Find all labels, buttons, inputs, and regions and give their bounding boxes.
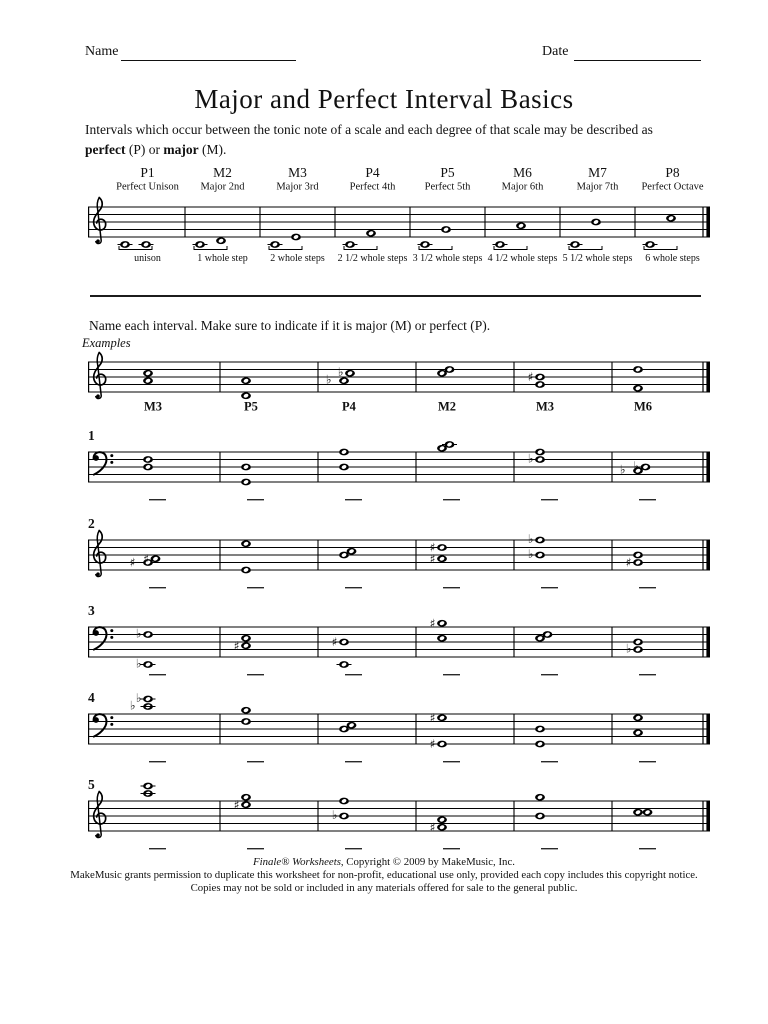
- staff-svg: [0, 759, 768, 864]
- whole-note: [241, 540, 251, 547]
- intro-paragraph: Intervals which occur between the tonic note of a scale and each degree of that scale may be described as perfect (P) or major (M).: [85, 122, 653, 157]
- whole-note: [441, 226, 451, 233]
- footer-product-name: Finale® Worksheets: [253, 856, 341, 868]
- whole-note: [445, 366, 455, 373]
- accidental-flat: ♭: [527, 451, 534, 466]
- accidental-sharp: ♯: [233, 797, 240, 812]
- interval-abbr-label: P4: [365, 165, 380, 180]
- interval-name-label: Major 2nd: [200, 181, 245, 193]
- instructions-text: Name each interval. Make sure to indicate if it is major (M) or perfect (P).: [89, 318, 491, 333]
- whole-note: [535, 449, 545, 456]
- interval-abbr-label: P8: [665, 165, 680, 180]
- whole-note: [437, 714, 447, 721]
- accidental-flat: ♭: [527, 546, 534, 561]
- whole-note: [641, 464, 651, 471]
- whole-note: [495, 241, 505, 248]
- accidental-sharp: ♯: [429, 616, 436, 631]
- interval-name-label: Major 6th: [501, 181, 544, 193]
- whole-note: [345, 241, 355, 248]
- whole-steps-label: 3 1/2 whole steps: [412, 253, 483, 264]
- whole-note: [339, 798, 349, 805]
- interval-abbr-label: M7: [588, 165, 607, 180]
- whole-note: [151, 555, 161, 562]
- bass-clef-icon: [93, 627, 113, 649]
- whole-note: [143, 696, 153, 703]
- example-answer-label: P4: [342, 399, 356, 414]
- whole-note: [437, 741, 447, 748]
- whole-note: [666, 215, 676, 222]
- interval-name-label: Perfect 4th: [349, 181, 396, 193]
- whole-note: [143, 464, 153, 471]
- whole-note: [437, 635, 447, 642]
- accidental-sharp: ♯: [429, 710, 436, 725]
- accidental-sharp: ♯: [625, 555, 632, 570]
- accidental-sharp: ♯: [429, 551, 436, 566]
- whole-note: [216, 237, 226, 244]
- accidental-flat: ♭: [625, 641, 632, 656]
- footer-copyright-line: Finale® Worksheets, Copyright © 2009 by MakeMusic, Inc.: [253, 856, 515, 868]
- whole-note: [241, 567, 251, 574]
- date-label: Date: [542, 44, 569, 59]
- accidental-sharp: ♯: [429, 820, 436, 835]
- interval-abbr-label: P1: [140, 165, 155, 180]
- whole-note: [516, 222, 526, 229]
- example-answer-label: M2: [437, 399, 457, 414]
- answer-blank-line: [149, 848, 166, 849]
- example-answer-label: M6: [633, 399, 653, 414]
- whole-note: [241, 635, 251, 642]
- whole-note: [633, 646, 643, 653]
- whole-note: [437, 544, 447, 551]
- date-blank-line: [574, 60, 701, 61]
- whole-steps-label: 5 1/2 whole steps: [562, 253, 633, 264]
- whole-note: [339, 464, 349, 471]
- whole-steps-label: unison: [134, 253, 161, 264]
- example-answer-label: M3: [535, 399, 555, 414]
- accidental-flat: ♭: [331, 807, 338, 822]
- exercise-number: 1: [88, 428, 95, 443]
- whole-steps-label: 6 whole steps: [645, 253, 700, 264]
- page-title: Major and Perfect Interval Basics: [194, 84, 574, 114]
- whole-note: [241, 794, 251, 801]
- whole-note: [339, 449, 349, 456]
- interval-name-label: Perfect Octave: [641, 181, 704, 193]
- whole-note: [633, 809, 643, 816]
- name-label: Name: [85, 44, 119, 59]
- whole-note: [143, 370, 153, 377]
- interval-name-label: Major 7th: [576, 181, 619, 193]
- answer-blank-line: [639, 848, 656, 849]
- whole-note: [543, 631, 553, 638]
- accidental-flat: ♭: [619, 462, 626, 477]
- footer-permission-line: MakeMusic grants permission to duplicate this worksheet for non-profit, educational use only, provided each copy includes this copyright notice.: [70, 869, 698, 881]
- whole-note: [633, 714, 643, 721]
- whole-note: [437, 824, 447, 831]
- whole-note: [143, 377, 153, 384]
- footer-restriction-line: Copies may not be sold or included in any materials offered for sale to the general public.: [190, 882, 578, 894]
- whole-note: [141, 241, 151, 248]
- whole-note: [347, 722, 357, 729]
- bass-clef-icon: [93, 452, 113, 474]
- accidental-flat: ♭: [527, 531, 534, 546]
- whole-note: [437, 555, 447, 562]
- whole-note: [633, 559, 643, 566]
- answer-blank-line: [443, 848, 460, 849]
- whole-note: [195, 241, 205, 248]
- whole-note: [535, 552, 545, 559]
- accidental-sharp: ♯: [429, 737, 436, 751]
- interval-chart-staff: [0, 150, 768, 272]
- staff-svg: [0, 150, 768, 272]
- interval-name-label: Major 3rd: [276, 181, 319, 193]
- answer-blank-line: [247, 848, 264, 849]
- whole-note: [437, 620, 447, 627]
- whole-note: [535, 381, 545, 388]
- whole-note: [143, 456, 153, 463]
- whole-note: [633, 729, 643, 736]
- whole-note: [241, 707, 251, 714]
- whole-note: [420, 241, 430, 248]
- whole-note: [143, 783, 153, 790]
- whole-note: [437, 816, 447, 823]
- accidental-flat: ♭: [135, 626, 142, 641]
- whole-note: [535, 741, 545, 748]
- whole-note: [445, 441, 455, 448]
- interval-abbr-label: M3: [288, 165, 307, 180]
- whole-note: [591, 219, 601, 226]
- exercise-5-staff: [0, 759, 768, 864]
- whole-note: [241, 464, 251, 471]
- intro-bold-perfect: perfect: [85, 142, 126, 157]
- whole-note: [270, 241, 280, 248]
- intro-text: Intervals which occur between the tonic note of a scale and each degree of that scale may be described as: [85, 122, 653, 137]
- whole-note: [645, 241, 655, 248]
- whole-steps-label: 4 1/2 whole steps: [487, 253, 558, 264]
- interval-name-label: Perfect Unison: [116, 181, 179, 193]
- whole-note: [241, 642, 251, 649]
- accidental-sharp: ♯: [233, 638, 240, 653]
- accidental-sharp: ♯: [143, 551, 149, 566]
- accidental-flat: ♭: [337, 365, 344, 380]
- whole-steps-label: 2 whole steps: [270, 253, 325, 264]
- whole-note: [339, 813, 349, 820]
- whole-note: [633, 552, 643, 559]
- whole-note: [143, 661, 153, 668]
- example-answer-label: P5: [244, 399, 258, 414]
- whole-note: [291, 234, 301, 241]
- accidental-flat: ♭: [325, 372, 332, 387]
- exercise-number: 2: [88, 516, 95, 531]
- whole-note: [535, 813, 545, 820]
- accidental-flat: ♭: [135, 656, 142, 671]
- interval-abbr-label: P5: [440, 165, 455, 180]
- answer-blank-line: [345, 848, 362, 849]
- whole-note: [535, 537, 545, 544]
- whole-note: [345, 370, 355, 377]
- whole-note: [535, 726, 545, 733]
- accidental-flat: ♭: [633, 458, 639, 473]
- whole-note: [633, 366, 643, 373]
- whole-note: [535, 456, 545, 463]
- accidental-sharp: ♯: [429, 540, 436, 555]
- accidental-flat: ♭: [129, 698, 136, 713]
- whole-note: [535, 794, 545, 801]
- whole-note: [241, 718, 251, 725]
- whole-steps-label: 1 whole step: [197, 253, 248, 264]
- whole-note: [120, 241, 130, 248]
- section-divider: [90, 295, 701, 297]
- accidental-sharp: ♯: [527, 370, 534, 384]
- interval-abbr-label: M2: [213, 165, 232, 180]
- accidental-sharp: ♯: [129, 555, 136, 570]
- answer-blank-line: [541, 848, 558, 849]
- bass-clef-icon: [93, 714, 113, 736]
- whole-note: [366, 230, 376, 237]
- whole-note: [643, 809, 653, 816]
- whole-note: [535, 374, 545, 381]
- whole-note: [633, 385, 643, 392]
- whole-note: [241, 479, 251, 486]
- whole-note: [339, 639, 349, 646]
- whole-note: [347, 548, 357, 555]
- whole-note: [143, 631, 153, 638]
- examples-label: Examples: [82, 336, 131, 350]
- whole-note: [241, 392, 251, 399]
- interval-name-label: Perfect 5th: [424, 181, 471, 193]
- whole-note: [633, 639, 643, 646]
- whole-steps-label: 2 1/2 whole steps: [337, 253, 408, 264]
- accidental-flat: ♭: [135, 690, 142, 705]
- whole-note: [339, 661, 349, 668]
- example-answer-label: M3: [143, 399, 163, 414]
- whole-note: [570, 241, 580, 248]
- whole-note: [241, 377, 251, 384]
- name-blank-line: [121, 60, 296, 61]
- interval-abbr-label: M6: [513, 165, 532, 180]
- exercise-number: 4: [88, 690, 95, 705]
- intro-bold-major: major: [163, 142, 199, 157]
- accidental-sharp: ♯: [331, 635, 338, 649]
- exercise-number: 5: [88, 777, 95, 792]
- exercise-number: 3: [88, 603, 95, 618]
- whole-note: [241, 801, 251, 808]
